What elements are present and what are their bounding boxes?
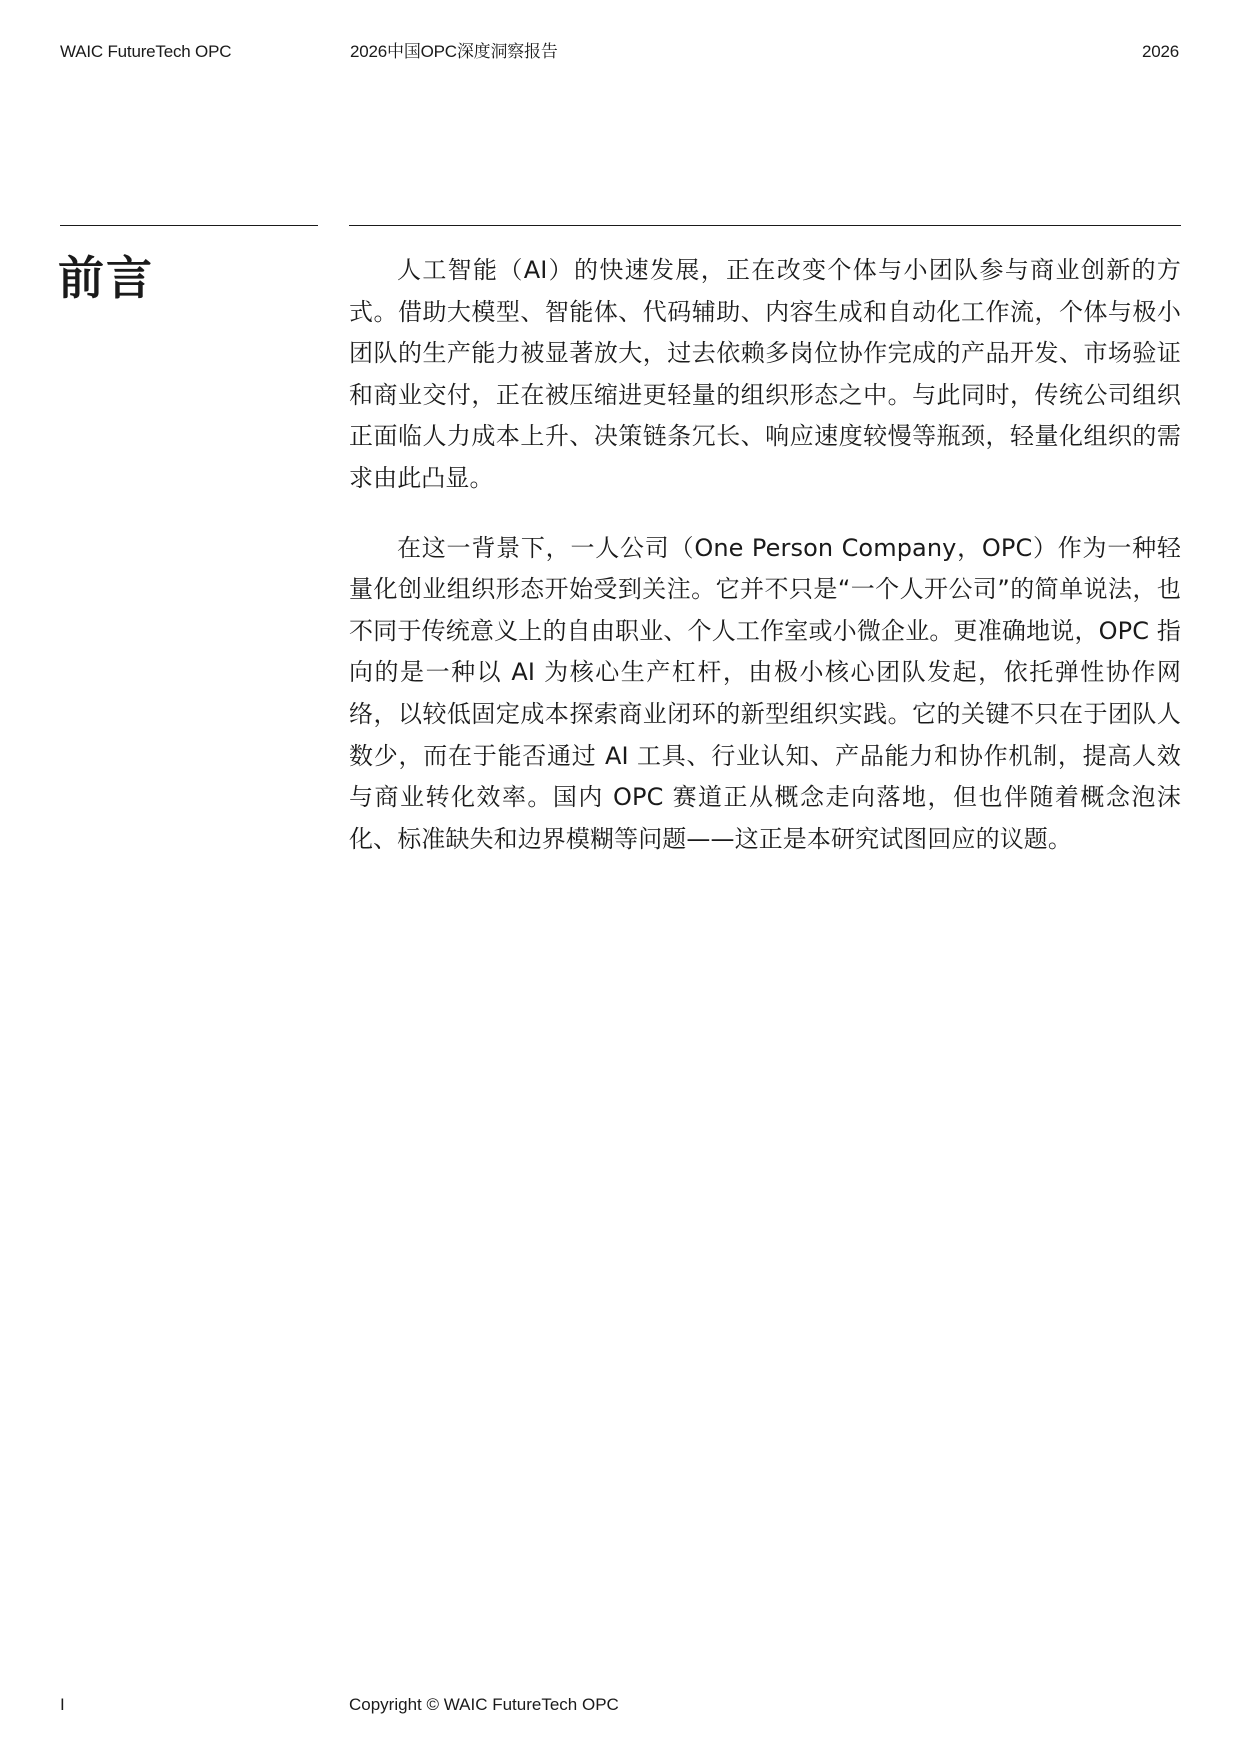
section-title: 前言 <box>58 252 154 304</box>
header-report-title: 2026中国OPC深度洞察报告 <box>350 42 558 61</box>
preface-paragraph-2: 在这一背景下，一人公司（One Person Company，OPC）作为一种轻量化创业组织形态开始受到关注。它并不只是“一个人开公司”的简单说法，也不同于传统意义上的自由职业、个人工作室或小微企业。更准确地说，OPC 指向的是一种以 AI 为核心生产杠杆，由极小核心团队发起，依托弹性协作网络，以较低固定成本探索商业闭环的新型组织实践。它的关键不只在于团队人数少，而在于能否通过 AI 工具、行业认知、产品能力和协作机制，提高人效与商业转化效率。国内 OPC 赛道正从概念走向落地，但也伴随着概念泡沫化、标准缺失和边界模糊等问题——这正是本研究试图回应的议题。 <box>349 533 1181 853</box>
body-text-rule <box>349 225 1181 226</box>
page-number: I <box>60 1695 65 1714</box>
section-title-rule <box>60 225 318 226</box>
header-year: 2026 <box>1141 42 1179 61</box>
header-org-name: WAIC FutureTech OPC <box>60 42 232 61</box>
copyright-notice: Copyright © WAIC FutureTech OPC <box>349 1695 619 1714</box>
preface-body <box>349 250 1181 888</box>
preface-paragraph-1: 人工智能（AI）的快速发展，正在改变个体与小团队参与商业创新的方式。借助大模型、智能体、代码辅助、内容生成和自动化工作流，个体与极小团队的生产能力被显著放大，过去依赖多岗位协作完成的产品开发、市场验证和商业交付，正在被压缩进更轻量的组织形态之中。与此同时，传统公司组织正面临人力成本上升、决策链条冗长、响应速度较慢等瓶颈，轻量化组织的需求由此凸显。 <box>349 256 1181 492</box>
